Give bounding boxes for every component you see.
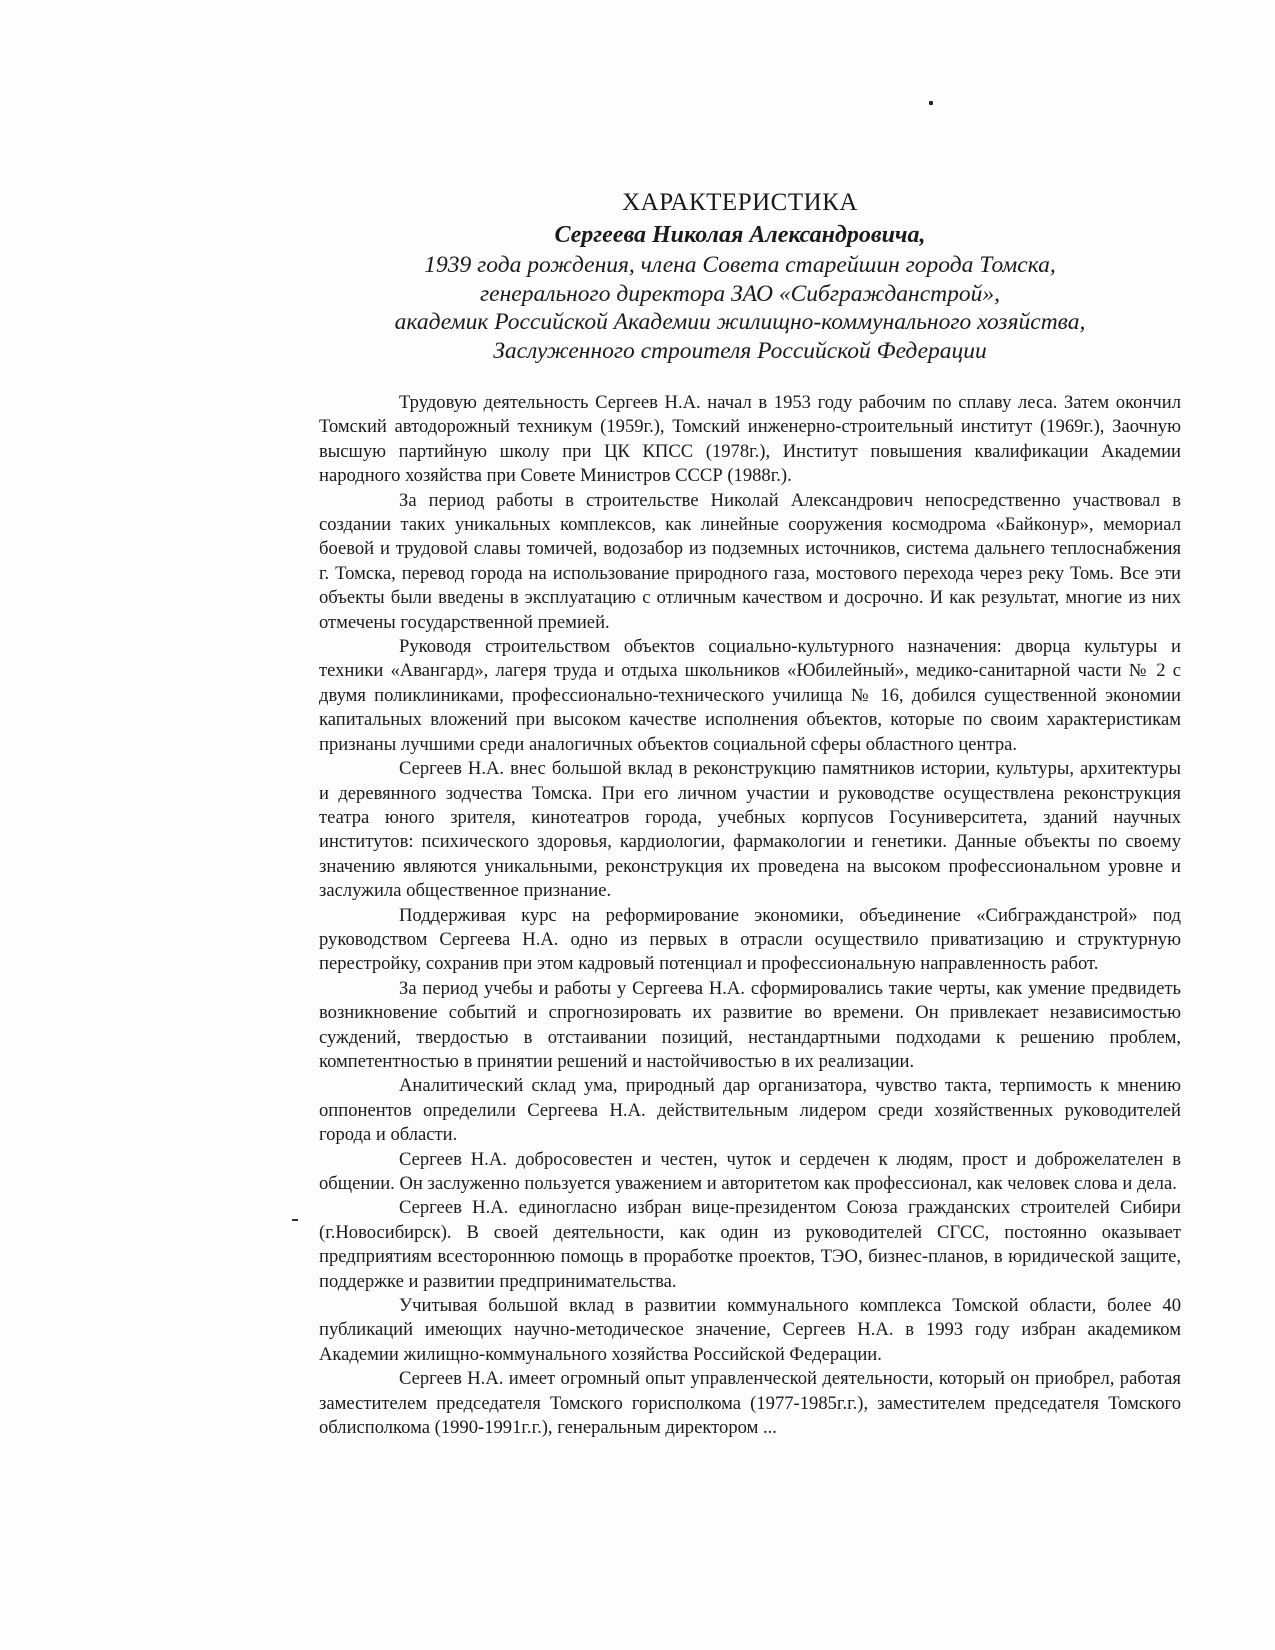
paragraph-social-objects: Руководя строительством объектов социально-культурного назначения: дворца культуры и техники «Авангард», лагеря труда и отдыха школьников «Юбилейный», медико-санитарной части № 2 с двумя поликлиниками, профессионально-технического училища № 16, добился существенной экономии капитальных вложений при высоком качестве исполнения объектов, которые по своим характеристикам признаны лучшими среди аналогичных объектов социальной сферы областного центра. — [319, 636, 1181, 755]
subject-name: Сергеева Николая Александровича, — [554, 222, 926, 248]
document-header — [300, 186, 1180, 365]
paragraph-academy: Учитывая большой вклад в развитии коммунального комплекса Томской области, более 40 публикаций имеющих научно-методическое значение, Сергеев Н.А. в 1993 году избран академиком Академии жилищно-коммунального хозяйства Российской Федерации. — [319, 1295, 1181, 1365]
paragraph-reform: Поддерживая курс на реформирование экономики, объединение «Сибгражданстрой» под руководством Сергеева Н.А. одно из первых в отрасли осуществило приватизацию и структурную перестройку, сохранив при этом кадровый потенциал и профессиональную направленность работ. — [319, 904, 1181, 975]
paragraph-education: Трудовую деятельность Сергеев Н.А. начал в 1953 году рабочим по сплаву леса. Затем окончил Томский автодорожный техникум (1959г.), Томский инженерно-строительный институт (1969г.), Заочную высшую партийную школу при ЦК КПСС (1978г.), Институт повышения квалификации Академии народного хозяйства при Совете Министров СССР (1988г.). — [319, 392, 1181, 487]
margin-mark — [292, 1219, 298, 1221]
paragraph-experience: Сергеев Н.А. имеет огромный опыт управленческой деятельности, который он приобрел, работая заместителем председателя Томского горисполкома (1977-1985г.г.), заместителем председателя Томского облисполкома (1990-1991г.г.), генеральным директором ... — [319, 1368, 1181, 1439]
paragraph-reconstruction: Сергеев Н.А. внес большой вклад в реконструкцию памятников истории, культуры, архитектуры и деревянного зодчества Томска. При его личном участии и руководстве осуществлена реконструкция театра юного зрителя, кинотеатров города, учебных корпусов Госуниверситета, зданий научных институтов: психического здоровья, кардиологии, фармакологии и генетики. Данные объекты по своему значению являются уникальными, реконструкция их проведена на высоком профессиональном уровне и заслужила общественное признание. — [319, 758, 1181, 902]
subject-detail-academy: академик Российской Академии жилищно-коммунального хозяйства, — [394, 309, 1086, 335]
paragraph-traits: За период учебы и работы у Сергеева Н.А. сформировались такие черты, как умение предвидеть возникновение событий и спрогнозировать их развитие во времени. Он привлекает независимостью суждений, твердостью в отстаивании позиций, нестандартными подходами к решению проблем, компетентностью в принятии решений и настойчивостью в их реализации. — [319, 977, 1181, 1072]
document-title: ХАРАКТЕРИСТИКА — [622, 189, 858, 216]
paragraph-character: Сергеев Н.А. добросовестен и честен, чуток и сердечен к людям, прост и доброжелателен в общении. Он заслуженно пользуется уважением и авторитетом как профессионал, как человек слова и дела. — [319, 1148, 1181, 1194]
scan-artifact-dot — [929, 101, 933, 105]
paragraph-leadership: Аналитический склад ума, природный дар организатора, чувство такта, терпимость к мнению оппонентов определили Сергеева Н.А. действительным лидером среди хозяйственных руководителей города и области. — [319, 1075, 1181, 1146]
paragraph-construction: За период работы в строительстве Николай Александрович непосредственно участвовал в создании таких уникальных комплексов, как линейные сооружения космодрома «Байконур», мемориал боевой и трудовой славы томичей, водозабор из подземных источников, система дальнего теплоснабжения г. Томска, перевод города на использование природного газа, мостового перехода через реку Томь. Все эти объекты были введены в эксплуатацию с отличным качеством и досрочно. И как результат, многие из них отмечены государственной премией. — [319, 489, 1181, 633]
subject-detail-birth: 1939 года рождения, члена Совета старейшин города Томска, — [424, 252, 1056, 278]
subject-detail-position: генерального директора ЗАО «Сибгражданстрой», — [480, 280, 1000, 307]
subject-detail-honor: Заслуженного строителя Российской Федерации — [493, 337, 987, 364]
paragraph-union: Сергеев Н.А. единогласно избран вице-президентом Союза гражданских строителей Сибири (г.Новосибирск). В своей деятельности, как один из руководителей СГСС, постоянно оказывает предприятиям всестороннюю помощь в проработке проектов, ТЭО, бизнес-планов, в юридической защите, поддержке и развитии предпринимательства. — [319, 1197, 1181, 1292]
document-body — [319, 391, 1181, 1440]
